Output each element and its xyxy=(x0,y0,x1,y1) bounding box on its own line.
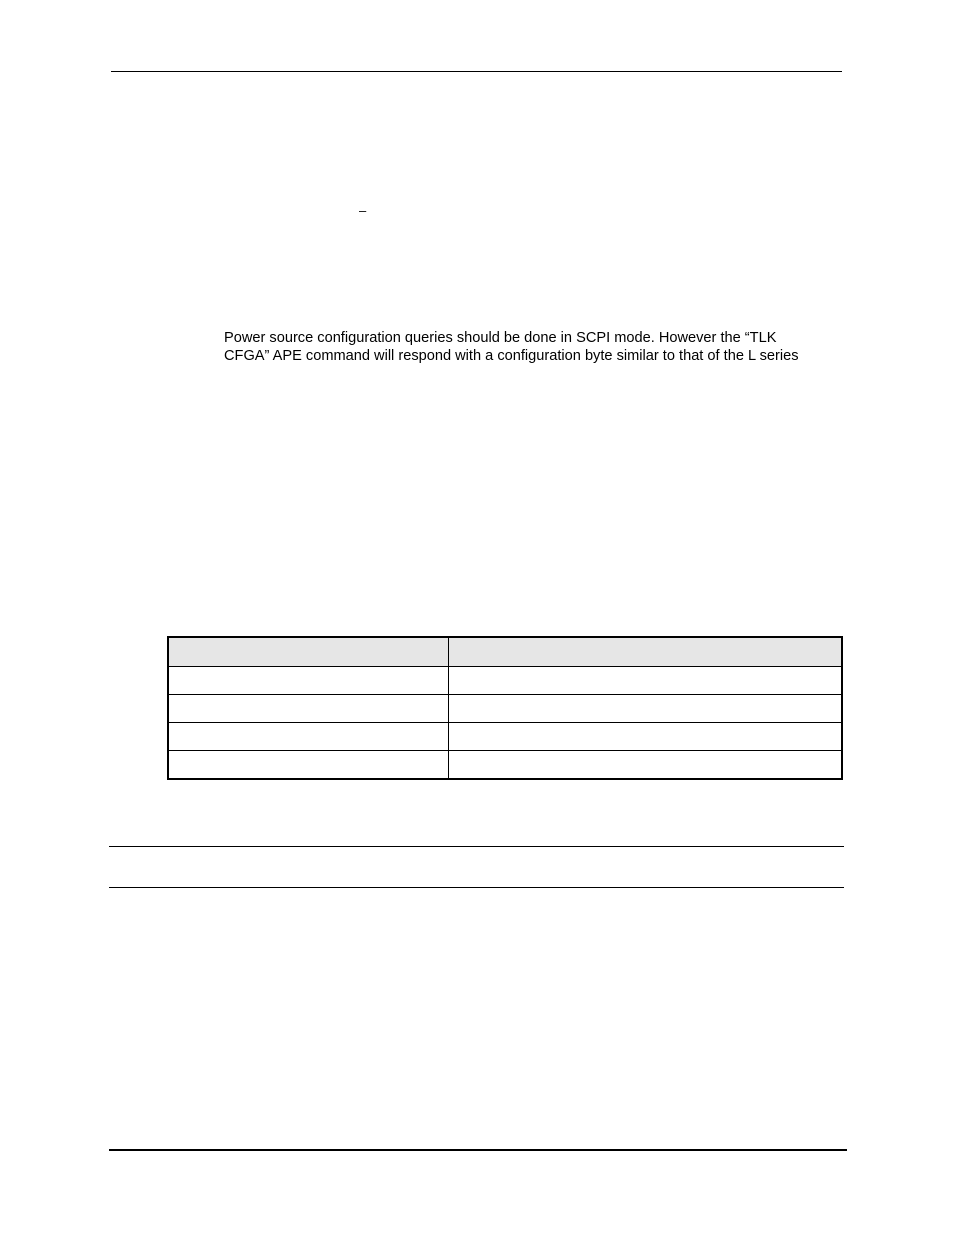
table-row xyxy=(168,667,842,695)
config-table xyxy=(167,636,843,780)
section-rule-lower xyxy=(109,887,844,888)
body-paragraph xyxy=(224,329,844,365)
table-cell xyxy=(448,723,842,751)
table-cell xyxy=(168,667,448,695)
table-header-cell xyxy=(448,637,842,667)
table-header-row xyxy=(168,637,842,667)
table-row xyxy=(168,723,842,751)
table-row xyxy=(168,695,842,723)
section-rule-upper xyxy=(109,846,844,847)
table-cell xyxy=(448,695,842,723)
dash-mark: – xyxy=(359,203,367,218)
table-cell xyxy=(168,751,448,780)
table-cell xyxy=(448,751,842,780)
table-header-cell xyxy=(168,637,448,667)
paragraph-line: CFGA” APE command will respond with a configuration byte similar to that of the L series xyxy=(224,348,799,364)
table-row xyxy=(168,751,842,780)
footer-rule xyxy=(109,1149,847,1151)
table-cell xyxy=(168,695,448,723)
header-rule xyxy=(111,71,842,72)
table-cell xyxy=(168,723,448,751)
table-cell xyxy=(448,667,842,695)
paragraph-line: Power source configuration queries should be done in SCPI mode. However the “TLK xyxy=(224,330,777,346)
